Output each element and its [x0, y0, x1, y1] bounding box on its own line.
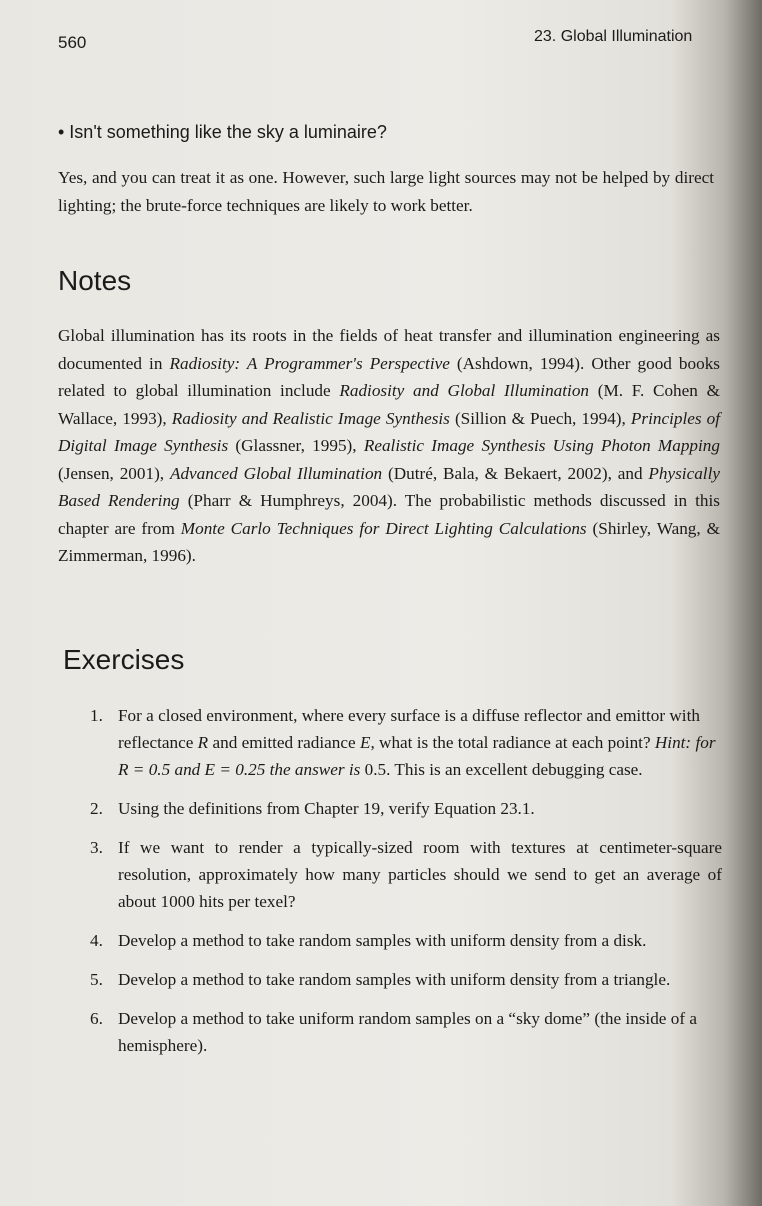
- notes-text: (Pharr & Humphreys, 2004). The probabilistic methods discussed in this chapter are from: [58, 491, 720, 538]
- notes-text: (Ashdown, 1994). Other good books related to global illumination include: [58, 353, 720, 400]
- exercise-text-part: For a closed environment, where every surface is a diffuse reflector and emittor with reflectance: [118, 706, 700, 752]
- exercise-text-part: , what is the total radiance at each point?: [370, 733, 655, 752]
- book-title: Monte Carlo Techniques for Direct Lighting Calculations: [180, 518, 587, 538]
- chapter-title: 23. Global Illumination: [534, 28, 693, 45]
- exercise-item: [86, 702, 722, 783]
- exercise-number: 6.: [90, 1009, 103, 1028]
- exercise-text: Develop a method to take uniform random samples on a “sky dome” (the inside of a hemisphere).: [118, 1009, 697, 1055]
- exercise-text-part: and emitted radiance: [208, 733, 360, 752]
- notes-text: (M. F. Cohen & Wallace, 1993),: [58, 381, 720, 428]
- book-title: Radiosity and Realistic Image Synthesis: [171, 408, 450, 428]
- math-var: R: [197, 733, 209, 752]
- notes-paragraph: [58, 322, 720, 570]
- exercise-text: Using the definitions from Chapter 19, verify Equation 23.1.: [118, 799, 535, 818]
- book-title: Principles of Digital Image Synthesis: [58, 408, 721, 455]
- faq-answer: Yes, and you can treat it as one. However, such large light sources may not be helped by direct lighting; the brute-force techniques are likely to work better.: [58, 168, 714, 215]
- exercise-text: If we want to render a typically-sized room with textures at centimeter-square resolution, approximately how many particles should we send to get an average of about 1000 hits per texel?: [118, 838, 722, 911]
- book-title: Realistic Image Synthesis Using Photon Mapping: [363, 436, 720, 455]
- exercise-number: 2.: [90, 799, 103, 818]
- math-var: E: [359, 733, 371, 752]
- exercise-hint: Hint: for R = 0.5 and E = 0.25 the answer is: [118, 733, 716, 779]
- exercise-number: 5.: [90, 970, 103, 989]
- book-title: Radiosity: A Programmer's Perspective: [169, 353, 450, 373]
- exercise-list: [86, 702, 722, 1071]
- exercise-text: Develop a method to take random samples with uniform density from a disk.: [118, 931, 647, 950]
- book-title: Radiosity and Global Illumination: [339, 381, 590, 400]
- exercise-number: 1.: [90, 706, 103, 725]
- exercise-item: [86, 834, 722, 915]
- exercise-number: 3.: [90, 838, 103, 857]
- exercise-item: [86, 927, 722, 954]
- exercise-item: [86, 966, 722, 993]
- notes-text: (Glassner, 1995),: [228, 436, 364, 455]
- book-title: Physically Based Rendering: [58, 463, 720, 510]
- notes-text: Global illumination has its roots in the fields of heat transfer and illumination engineering as documented in: [58, 326, 720, 373]
- exercise-text: [118, 702, 722, 783]
- notes-text: (Dutré, Bala, & Bekaert, 2002), and: [382, 463, 649, 483]
- notes-text: (Shirley, Wang, & Zimmerman, 1996).: [58, 518, 720, 565]
- book-title: Advanced Global Illumination: [169, 463, 383, 483]
- exercise-number: 4.: [90, 931, 103, 950]
- notes-heading: Notes: [58, 265, 132, 296]
- notes-text: (Jensen, 2001),: [58, 463, 170, 483]
- page-number: 560: [58, 33, 87, 52]
- faq-question: • Isn't something like the sky a luminaire?: [58, 122, 387, 142]
- exercise-item: [86, 795, 722, 822]
- exercises-heading: Exercises: [63, 644, 185, 675]
- notes-text: (Sillion & Puech, 1994),: [449, 408, 631, 428]
- exercise-text-part: 0.5. This is an excellent debugging case.: [360, 760, 643, 779]
- exercise-text: Develop a method to take random samples with uniform density from a triangle.: [118, 970, 671, 989]
- exercise-item: [86, 1005, 722, 1059]
